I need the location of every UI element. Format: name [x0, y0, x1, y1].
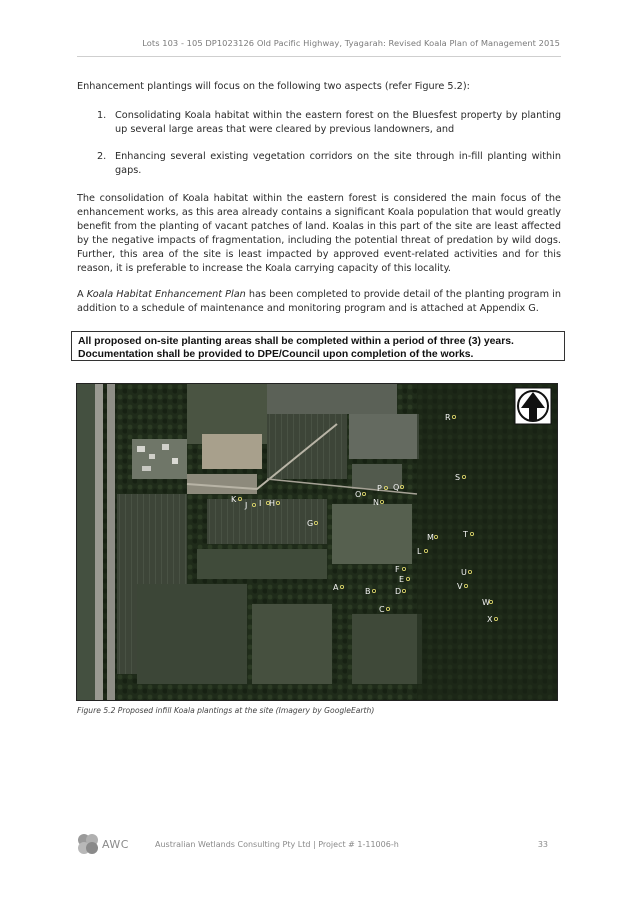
site-label-l: L [417, 547, 422, 556]
figure-caption: Figure 5.2 Proposed infill Koala plantings at the site (Imagery by GoogleEarth) [77, 706, 375, 715]
site-label-c: C [379, 605, 385, 614]
site-label-k: K [231, 495, 237, 504]
site-label-m: M [427, 533, 434, 542]
site-label-s: S [455, 473, 461, 482]
site-label-w: W [482, 598, 490, 607]
north-arrow-icon [515, 388, 551, 424]
site-label-f: F [395, 565, 400, 574]
site-label-x: X [487, 615, 493, 624]
header-rule [77, 56, 561, 57]
site-label-n: N [373, 498, 379, 507]
plan-suffix: has been completed to provide detail of the planting program in addition to a schedule of maintenance and monitoring program and is attached at Appendix G. [77, 289, 561, 314]
aerial-map-figure [76, 383, 558, 701]
site-label-a: A [333, 583, 339, 592]
plan-prefix: A [77, 289, 87, 300]
site-label-j: J [245, 501, 248, 510]
site-label-d: D [395, 587, 402, 596]
requirement-callout-box [71, 331, 565, 361]
site-label-v: V [457, 582, 463, 591]
list-number: 1. [97, 110, 107, 121]
consolidation-paragraph: The consolidation of Koala habitat within the eastern forest is considered the main focus of the enhancement works, as this area already contains a significant Koala population that would greatly benefit from the planting of vacant patches of land. Koalas in this part of the site are least affected by the negative impacts of fragmentation, including the potential threat of predation by wild dogs. Further, this area of the site is least impacted by approved event-related activities and for this reason, it is preferable to increase the Koala carrying capacity of this locality. [77, 193, 561, 274]
site-label-r: R [445, 413, 451, 422]
running-header: Lots 103 - 105 DP1023126 Old Pacific Highway, Tyagarah: Revised Koala Plan of Management 2015 [142, 38, 560, 48]
plan-title: Koala Habitat Enhancement Plan [86, 289, 246, 300]
awc-logo-icon [76, 832, 100, 856]
site-label-i: I [259, 499, 262, 508]
site-label-e: E [399, 575, 405, 584]
aerial-imagery [77, 384, 557, 700]
site-label-u: U [461, 568, 467, 577]
list-text: Consolidating Koala habitat within the eastern forest on the Bluesfest property by planting up several large areas that were cleared by previous landowners, and [115, 110, 561, 135]
site-label-t: T [463, 530, 468, 539]
site-label-h: H [269, 499, 276, 508]
callout-line: All proposed on-site planting areas shall be completed within a period of three (3) years. [78, 336, 514, 347]
intro-paragraph: Enhancement plantings will focus on the following two aspects (refer Figure 5.2): [77, 81, 470, 92]
site-label-q: Q [393, 483, 400, 492]
callout-line: Documentation shall be provided to DPE/Council upon completion of the works. [78, 349, 474, 360]
list-text: Enhancing several existing vegetation corridors on the site through in-fill planting within gaps. [115, 151, 561, 176]
footer-brand: AWC [102, 838, 129, 851]
plan-paragraph [77, 288, 561, 316]
page-number: 33 [537, 840, 548, 849]
site-label-p: P [377, 484, 382, 493]
footer-company-project: Australian Wetlands Consulting Pty Ltd | Project # 1-11006-h [155, 840, 399, 849]
site-label-b: B [365, 587, 371, 596]
site-label-o: O [355, 490, 362, 499]
site-label-g: G [307, 519, 314, 528]
list-number: 2. [97, 151, 107, 162]
